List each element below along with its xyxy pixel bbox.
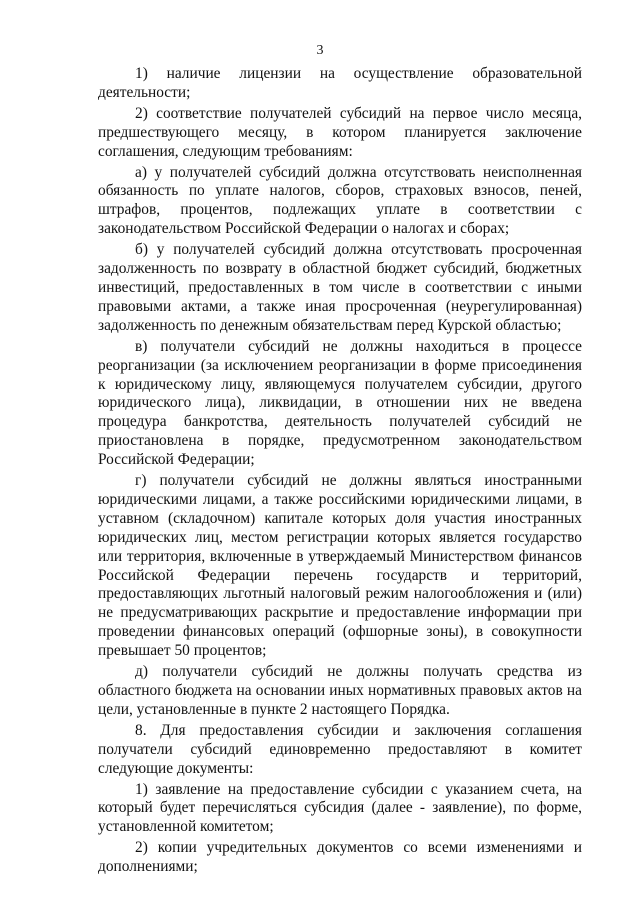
paragraph-item-a-taxes: а) у получателей субсидий должна отсутствовать неисполненная обязанность по уплате налогов, сборов, страховых взносов, пеней, штрафов, процентов, подлежащих уплате в соответствии с законодательством Российской Федерации о налогах и сборах; [98, 163, 582, 238]
paragraph-item-b-debt: б) у получателей субсидий должна отсутствовать просроченная задолженность по возврату в областной бюджет субсидий, бюджетных инвестиций, предоставленных в том числе в соответствии с иными правовыми актами, а также иная просроченная (неурегулированная) задолженность по денежным обязательствам перед Курской областью; [98, 241, 582, 334]
page-number: 3 [316, 43, 324, 58]
paragraph-section-8: 8. Для предоставления субсидии и заключения соглашения получатели субсидий единовременно предоставляют в комитет следующие документы: [98, 721, 582, 777]
document-body [98, 65, 582, 879]
paragraph-item-d-other-funds: д) получатели субсидий не должны получать средства из областного бюджета на основании иных нормативных правовых актов на цели, установленные в пункте 2 настоящего Порядка. [98, 663, 582, 718]
paragraph-item-v-reorganization: в) получатели субсидий не должны находиться в процессе реорганизации (за исключением реорганизации в форме присоединения к юридическому лицу, являющемуся получателем субсидии, другого юридического лица), ликвидации, в отношении них не введена процедура банкротства, деятельность получателей субсидий не приостановлена в порядке, предусмотренном законодательством Российской Федерации; [98, 337, 582, 469]
paragraph-recipient-requirements: 2) соответствие получателей субсидий на первое число месяца, предшествующего месяцу, в котором планируется заключение соглашения, следующим требованиям: [98, 104, 582, 160]
paragraph-charter-copies: 2) копии учредительных документов со всеми изменениями и дополнениями; [98, 839, 582, 876]
paragraph-item-g-foreign-entities: г) получатели субсидий не должны являться иностранными юридическими лицами, а также российскими юридическими лицами, в уставном (складочном) капитале которых доля участия иностранных юридических лиц, местом регистрации которых является государство или территория, включенные в утверждаемый Министерством финансов Российской Федерации перечень государств и территорий, предоставляющих льготный налоговый режим налогообложения и (или) не предусматривающих раскрытие и предоставление информации при проведении финансовых операций (офшорные зоны), в совокупности превышает 50 процентов; [98, 472, 582, 660]
paragraph-license: 1) наличие лицензии на осуществление образовательной деятельности; [98, 65, 582, 101]
paragraph-application: 1) заявление на предоставление субсидии с указанием счета, на который будет перечисляться субсидия (далее - заявление), по форме, установленной комитетом; [98, 780, 582, 836]
